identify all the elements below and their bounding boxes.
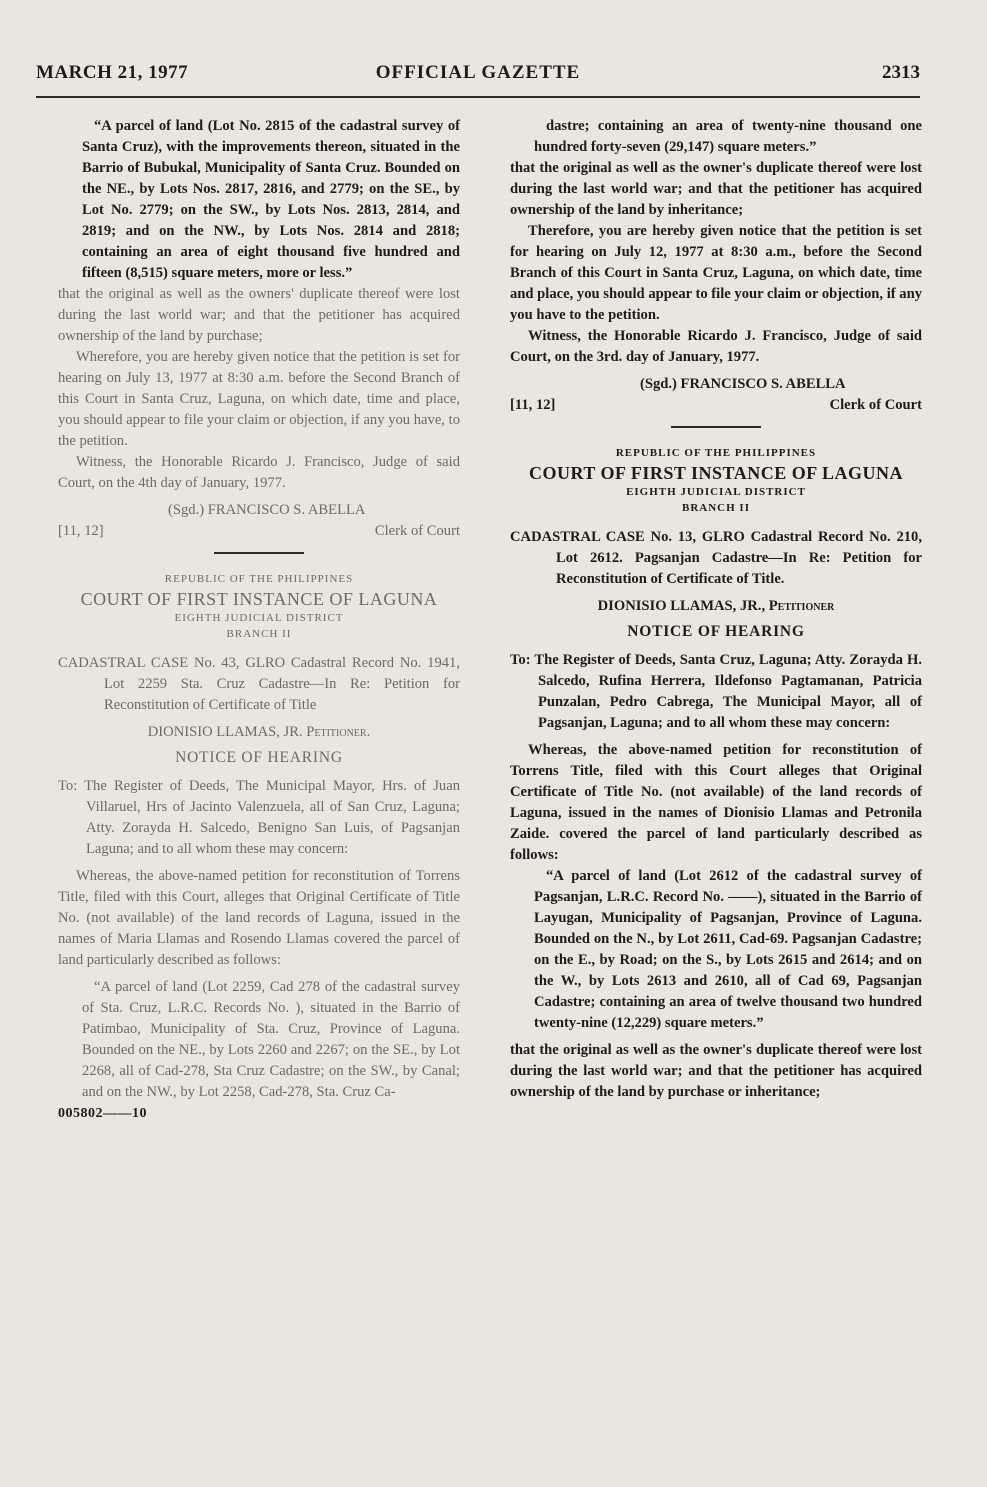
left-para-whereas: Whereas, the above-named petition for reconstitution of Torrens Title, filed with this Court, alleges that Original Certificate of Title No. (not available) of the land records of Laguna, issued in the names of Maria Llamas and Rosendo Llamas covered the parcel of land particularly described as follows: (58, 868, 460, 968)
left-para-lost: that the original as well as the owners' duplicate thereof were lost during the last world war; and that the petitioner has acquired ownership of the land by purchase; (58, 286, 460, 344)
right-signature: (Sgd.) FRANCISCO S. ABELLA (640, 376, 846, 392)
right-para-lost: that the original as well as the owner's duplicate thereof were lost during the last world war; and that the petitioner has acquired ownership of the land by inheritance; (510, 160, 922, 218)
right-petitioner: DIONISIO LLAMAS, JR., Petitioner (597, 598, 835, 614)
left-case-title: CADASTRAL CASE No. 43, GLRO Cadastral Record No. 1941, Lot 2259 Sta. Cruz Cadastre—In Re: Petition for Reconstitution of Certificate of Title (58, 655, 460, 713)
left-clerk: Clerk of Court (374, 523, 460, 539)
right-addressees: To: The Register of Deeds, Santa Cruz, Laguna; Atty. Zorayda H. Salcedo, Rufina Herrera, Ildefonso Pagtamanan, Patricia Punzalan, Pedro Cabrega, The Municipal Mayor, all of Pagsanjan, Laguna; and to all whom these may concern: (510, 652, 922, 731)
left-notice-heading: NOTICE OF HEARING (175, 749, 343, 766)
right-para-therefore: Therefore, you are hereby given notice that the petition is set for hearing on July 12, 1977 at 8:30 a.m., before the Second Branch of this Court in Santa Cruz, Laguna, on which date, time and place, you should appear to file your claim or objection, if any you have to the petition. (510, 223, 922, 323)
left-footer-code: 005802——10 (58, 1106, 147, 1121)
left-quote-lot-2815: “A parcel of land (Lot No. 2815 of the cadastral survey of Santa Cruz), with the improvements thereon, situated in the Barrio of Bubukal, Municipality of Santa Cruz. Bounded on the NE., by Lots Nos. 2817, 2816, and 2779; on the SE., by Lot No. 2779; on the SW., by Lots Nos. 2813, 2814, and 2819; and on the NW., by Lots Nos. 2814 and 2818; containing an area of eight thousand five hundred and fifteen (8,515) square meters, more or less.” (82, 118, 460, 281)
left-para-wherefore: Wherefore, you are hereby given notice that the petition is set for hearing on July 13, 1977 at 8:30 a.m. before the Second Branch of this Court in Santa Cruz, Laguna, on which date, time and place, you should appear to file your claim or objection, if any you have, to the petition. (58, 349, 460, 449)
right-district: EIGHTH JUDICIAL DISTRICT (626, 486, 806, 498)
left-signature: (Sgd.) FRANCISCO S. ABELLA (168, 502, 366, 518)
left-column (58, 116, 460, 1124)
right-para-whereas: Whereas, the above-named petition for reconstitution of Torrens Title, filed with this Court alleges that Original Certificate of Title No. (not available) of the land records of Laguna, issued in the names of Dionisio Llamas and Petronila Zaide. covered the parcel of land particularly described as follows: (510, 742, 922, 863)
left-signature-row (58, 521, 460, 542)
left-court: COURT OF FIRST INSTANCE OF LAGUNA (80, 589, 438, 609)
header-date: MARCH 21, 1977 (36, 62, 189, 83)
right-republic: REPUBLIC OF THE PHILIPPINES (615, 447, 817, 459)
left-republic: REPUBLIC OF THE PHILIPPINES (164, 573, 354, 585)
right-clerk: Clerk of Court (829, 397, 922, 413)
left-district: EIGHTH JUDICIAL DISTRICT (174, 612, 344, 624)
right-signature-row (510, 395, 922, 416)
right-separator (671, 426, 761, 428)
right-ref: [11, 12] (510, 397, 556, 413)
right-quote-lot-2612: “A parcel of land (Lot 2612 of the cadastral survey of Pagsanjan, L.R.C. Record No. ——), situated in the Barrio of Layugan, Municipality of Pagsanjan, Province of Laguna. Bounded on the N., by Lot 2611, Cad-69. Pagsanjan Cadastre; on the E., by Road; on the S., by Lots 2615 and 2614; and on the W., by Lots 2613 and 2610, all of Cad 69, Pagsanjan Cadastre; containing an area of twelve thousand two hundred twenty-nine (12,229) square meters.” (534, 868, 922, 1031)
left-branch: BRANCH II (226, 628, 292, 640)
header-title: OFFICIAL GAZETTE (375, 62, 581, 83)
right-notice-heading: NOTICE OF HEARING (627, 623, 805, 640)
right-para-witness: Witness, the Honorable Ricardo J. Francisco, Judge of said Court, on the 3rd. day of January, 1977. (510, 328, 922, 365)
header-rule (36, 96, 920, 98)
right-para-final: that the original as well as the owner's duplicate thereof were lost during the last world war; and that the petitioner has acquired ownership of the land by purchase or inheritance; (510, 1042, 922, 1100)
left-ref: [11, 12] (58, 523, 104, 539)
left-para-witness: Witness, the Honorable Ricardo J. Francisco, Judge of said Court, on the 4th day of January, 1977. (58, 454, 460, 491)
right-quote-continuation: dastre; containing an area of twenty-nine thousand one hundred forty-seven (29,147) square meters.” (534, 118, 922, 155)
right-column (510, 116, 922, 1103)
right-case-title: CADASTRAL CASE No. 13, GLRO Cadastral Record No. 210, Lot 2612. Pagsanjan Cadastre—In Re: Petition for Reconstitution of Certificate of Title. (510, 529, 922, 587)
page-header (36, 62, 920, 86)
right-court: COURT OF FIRST INSTANCE OF LAGUNA (528, 463, 904, 483)
header-page-number: 2313 (882, 62, 920, 83)
left-separator (214, 552, 304, 554)
left-addressees: To: The Register of Deeds, The Municipal Mayor, Hrs. of Juan Villaruel, Hrs of Jacinto Valenzuela, all of San Cruz, Laguna; Atty. Zorayda H. Salcedo, Benigno San Luis, of Pagsanjan Laguna; and to all whom these may concern: (58, 778, 460, 857)
left-petitioner: DIONISIO LLAMAS, JR. Petitioner. (147, 724, 371, 740)
left-quote-lot-2259: “A parcel of land (Lot 2259, Cad 278 of the cadastral survey of Sta. Cruz, L.R.C. Records No. ), situated in the Barrio of Patimbao, Municipality of Sta. Cruz, Province of Laguna. Bounded on the NE., by Lots 2260 and 2267; on the SE., by Lot 2268, all of Cad-278, Sta Cruz Cadastre; on the SW., by Canal; and on the NW., by Lot 2258, Cad-278, Sta. Cruz Ca- (82, 979, 460, 1100)
right-branch: BRANCH II (682, 502, 750, 514)
